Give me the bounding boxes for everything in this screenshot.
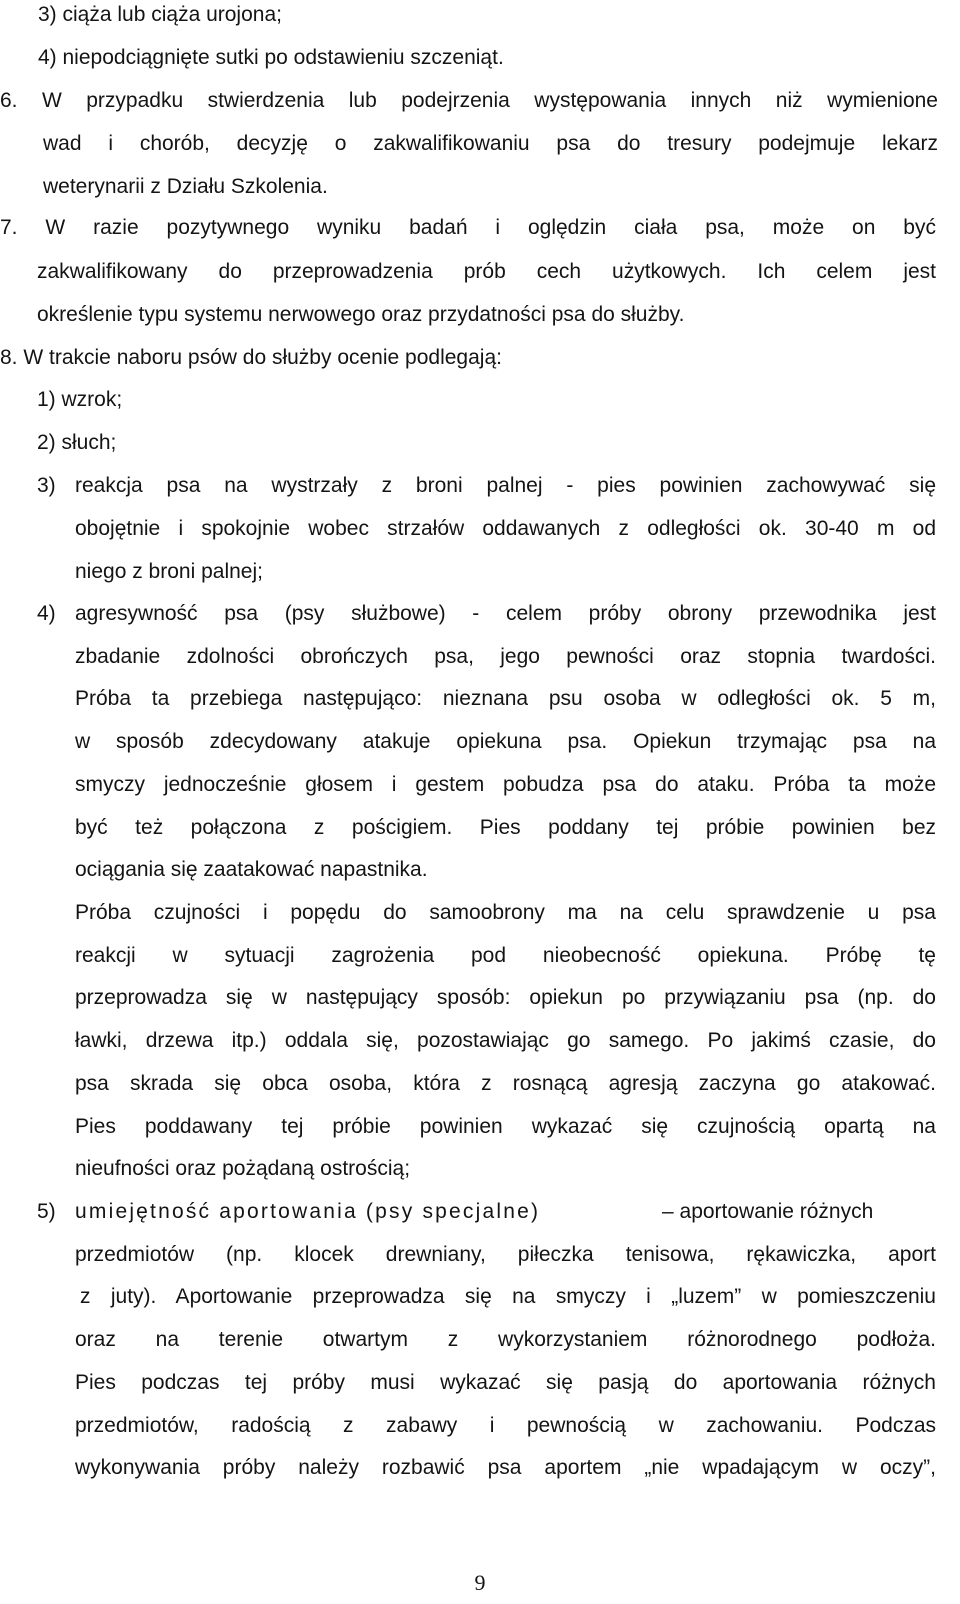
criterion-3-line-3: niego z broni palnej; bbox=[75, 560, 263, 583]
paragraph-8-heading: 8. W trakcie naboru psów do służby ocenie podlegają: bbox=[0, 346, 502, 369]
criterion-5-line-5: Pies podczas tej próby musi wykazać się pasją do aportowania różnych bbox=[75, 1371, 936, 1394]
criterion-3-line-1: reakcja psa na wystrzały z broni palnej - pies powinien zachowywać się bbox=[75, 474, 936, 497]
criterion-3-number: 3) bbox=[37, 474, 56, 497]
criterion-4-number: 4) bbox=[37, 602, 56, 625]
criterion-5-line-6: przedmiotów, radością z zabawy i pewnością w zachowaniu. Podczas bbox=[75, 1414, 936, 1437]
criterion-1-sight: 1) wzrok; bbox=[37, 388, 123, 411]
vigilance-test-line-4: ławki, drzewa itp.) oddala się, pozostawiając go samego. Po jakimś czasie, do bbox=[75, 1029, 936, 1052]
criterion-4-line-4: w sposób zdecydowany atakuje opiekuna psa. Opiekun trzymając psa na bbox=[75, 730, 936, 753]
vigilance-test-line-6: Pies poddawany tej próbie powinien wykazać się czujnością opartą na bbox=[75, 1115, 936, 1138]
criterion-4-line-1: agresywność psa (psy służbowe) - celem próby obrony przewodnika jest bbox=[75, 602, 936, 625]
criterion-5-line-3: z juty). Aportowanie przeprowadza się na smyczy i „luzem” w pomieszczeniu bbox=[80, 1285, 936, 1308]
paragraph-6-line-2: wad i chorób, decyzję o zakwalifikowaniu psa do tresury podejmuje lekarz bbox=[43, 132, 938, 155]
list-item-3-pregnancy: 3) ciąża lub ciąża urojona; bbox=[38, 3, 282, 26]
criterion-5-title: umiejętność aportowania (psy specjalne) bbox=[75, 1200, 541, 1223]
paragraph-6-line-3: weterynarii z Działu Szkolenia. bbox=[43, 175, 328, 198]
vigilance-test-line-2: reakcji w sytuacji zagrożenia pod nieobecność opiekuna. Próbę tę bbox=[75, 944, 936, 967]
vigilance-test-line-1: Próba czujności i popędu do samoobrony ma na celu sprawdzenie u psa bbox=[75, 901, 936, 924]
criterion-3-line-2: obojętnie i spokojnie wobec strzałów oddawanych z odległości ok. 30-40 m od bbox=[75, 517, 936, 540]
criterion-5-line-2: przedmiotów (np. klocek drewniany, piłeczka tenisowa, rękawiczka, aport bbox=[75, 1243, 936, 1266]
vigilance-test-line-5: psa skrada się obca osoba, która z rosnącą agresją zaczyna go atakować. bbox=[75, 1072, 936, 1095]
page-number: 9 bbox=[474, 1570, 486, 1595]
criterion-4-line-2: zbadanie zdolności obrończych psa, jego pewności oraz stopnia twardości. bbox=[75, 645, 936, 668]
criterion-4-line-3: Próba ta przebiega następująco: nieznana psu osoba w odległości ok. 5 m, bbox=[75, 687, 936, 710]
criterion-5-line-1-tail: – aportowanie różnych bbox=[662, 1200, 874, 1223]
paragraph-7-line-1: 7. W razie pozytywnego wyniku badań i oględzin ciała psa, może on być bbox=[0, 216, 936, 239]
vigilance-test-line-7: nieufności oraz pożądaną ostrością; bbox=[75, 1157, 411, 1180]
criterion-5-number: 5) bbox=[37, 1200, 56, 1223]
criterion-4-line-7: ociągania się zaatakować napastnika. bbox=[75, 858, 428, 881]
paragraph-7-line-2: zakwalifikowany do przeprowadzenia prób cech użytkowych. Ich celem jest bbox=[37, 260, 936, 283]
criterion-5-line-4: oraz na terenie otwartym z wykorzystaniem różnorodnego podłoża. bbox=[75, 1328, 936, 1351]
criterion-4-line-5: smyczy jednocześnie głosem i gestem pobudza psa do ataku. Próba ta może bbox=[75, 773, 936, 796]
criterion-5-line-7: wykonywania próby należy rozbawić psa aportem „nie wpadającym w oczy”, bbox=[75, 1456, 936, 1479]
list-item-4-nipples: 4) niepodciągnięte sutki po odstawieniu szczeniąt. bbox=[38, 46, 504, 69]
paragraph-6-line-1: 6. W przypadku stwierdzenia lub podejrzenia występowania innych niż wymienione bbox=[0, 89, 938, 112]
criterion-4-line-6: być też połączona z pościgiem. Pies poddany tej próbie powinien bez bbox=[75, 816, 936, 839]
criterion-2-hearing: 2) słuch; bbox=[37, 431, 117, 454]
paragraph-7-line-3: określenie typu systemu nerwowego oraz przydatności psa do służby. bbox=[37, 303, 685, 326]
vigilance-test-line-3: przeprowadza się w następujący sposób: opiekun po przywiązaniu psa (np. do bbox=[75, 986, 936, 1009]
